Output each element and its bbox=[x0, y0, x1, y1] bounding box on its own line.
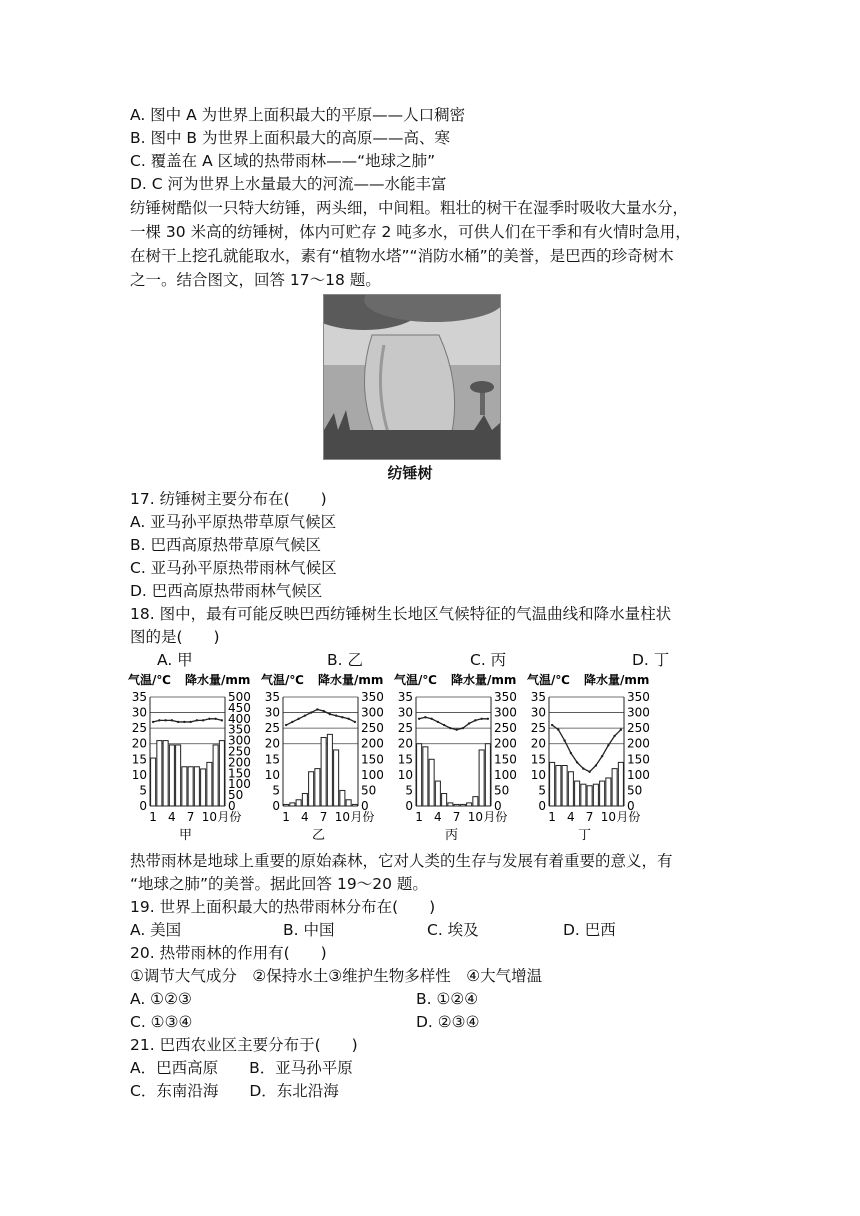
temperature-point bbox=[576, 761, 578, 763]
precip-tick-label: 300 bbox=[627, 705, 650, 720]
precip-tick-label: 350 bbox=[228, 722, 251, 737]
x-axis-unit: 月份 bbox=[616, 810, 641, 824]
temp-tick-label: 5 bbox=[405, 783, 413, 798]
temperature-point bbox=[570, 752, 572, 754]
precip-bar bbox=[321, 737, 326, 806]
chart-precip-label: 降水量/mm bbox=[185, 673, 251, 687]
passage1-line2: 一棵 30 米高的纺锤树，体内可贮存 2 吨多水，可供人们在干季和有火情时急用， bbox=[130, 223, 691, 241]
temp-tick-label: 35 bbox=[397, 690, 413, 704]
chart-temp-label: 气温/℃ bbox=[527, 673, 570, 687]
precip-bar bbox=[581, 784, 586, 806]
precip-tick-label: 400 bbox=[228, 711, 251, 726]
passage1-line3: 在树干上挖孔就能取水，素有“植物水塔”“消防水桶”的美誉，是巴西的珍奇树木 bbox=[130, 247, 674, 265]
precip-bar bbox=[460, 804, 465, 806]
precip-tick-label: 350 bbox=[494, 690, 517, 704]
temperature-point bbox=[341, 716, 343, 718]
temp-tick-label: 20 bbox=[264, 736, 280, 751]
temp-tick-label: 15 bbox=[264, 752, 280, 767]
temperature-point bbox=[316, 708, 318, 710]
month-tick-label: 10 bbox=[201, 810, 218, 824]
passage2-line2: “地球之肺”的美誉。据此回答 19～20 题。 bbox=[130, 875, 428, 893]
temperature-point bbox=[347, 718, 349, 720]
temperature-point bbox=[202, 719, 204, 721]
photo-caption: 纺锤树 bbox=[387, 464, 433, 482]
precip-tick-label: 150 bbox=[494, 752, 517, 767]
temperature-point bbox=[221, 719, 223, 721]
temperature-point bbox=[189, 721, 191, 723]
precip-bar bbox=[556, 766, 561, 806]
q20-option-d[interactable]: D. ②③④ bbox=[416, 1013, 480, 1031]
precip-tick-label: 300 bbox=[494, 705, 517, 720]
temperature-point bbox=[601, 755, 603, 757]
month-tick-label: 10 bbox=[600, 810, 617, 824]
temperature-point bbox=[551, 724, 553, 726]
precip-tick-label: 0 bbox=[494, 799, 502, 813]
temperature-point bbox=[563, 739, 565, 741]
precip-tick-label: 50 bbox=[228, 788, 244, 803]
chart-name: 甲 bbox=[178, 828, 193, 843]
chart-temp-label: 气温/℃ bbox=[261, 673, 304, 687]
q18-option-d[interactable]: D. 丁 bbox=[632, 651, 670, 669]
precip-tick-label: 0 bbox=[228, 799, 236, 813]
precip-tick-label: 100 bbox=[627, 767, 650, 782]
temperature-point bbox=[177, 721, 179, 723]
chart-name: 乙 bbox=[311, 828, 326, 843]
temp-tick-label: 30 bbox=[530, 705, 546, 720]
precip-bar bbox=[606, 778, 611, 806]
temp-tick-label: 20 bbox=[131, 736, 147, 751]
chart-precip-label: 降水量/mm bbox=[584, 673, 650, 687]
precip-tick-label: 200 bbox=[361, 736, 384, 751]
x-axis-unit: 月份 bbox=[217, 810, 242, 824]
temperature-point bbox=[354, 721, 356, 723]
precip-bar bbox=[454, 804, 459, 806]
precip-bar bbox=[448, 803, 453, 806]
precip-bar bbox=[612, 769, 617, 806]
q19-option-d[interactable]: D. 巴西 bbox=[563, 921, 616, 939]
temp-tick-label: 35 bbox=[530, 690, 546, 704]
temp-tick-label: 15 bbox=[530, 752, 546, 767]
month-tick-label: 4 bbox=[434, 810, 442, 824]
precip-bar bbox=[562, 766, 567, 806]
prev-option-a: A. 图中 A 为世界上面积最大的平原——人口稠密 bbox=[130, 106, 466, 124]
precip-bar bbox=[213, 745, 218, 806]
q18-option-a[interactable]: A. 甲 bbox=[157, 651, 193, 669]
precip-bar bbox=[290, 803, 295, 806]
precip-bar bbox=[442, 794, 447, 806]
month-tick-label: 1 bbox=[548, 810, 556, 824]
temp-tick-label: 10 bbox=[131, 767, 147, 782]
temp-tick-label: 25 bbox=[397, 721, 413, 736]
precip-bar bbox=[346, 800, 351, 806]
temperature-point bbox=[443, 724, 445, 726]
precip-bar bbox=[334, 750, 339, 806]
precip-bar bbox=[315, 769, 320, 806]
temp-tick-label: 0 bbox=[272, 799, 280, 813]
month-tick-label: 1 bbox=[149, 810, 157, 824]
month-tick-label: 1 bbox=[415, 810, 423, 824]
precip-tick-label: 200 bbox=[228, 755, 251, 770]
precip-bar bbox=[568, 772, 573, 806]
precip-bar bbox=[352, 804, 357, 806]
temp-tick-label: 10 bbox=[264, 767, 280, 782]
temperature-point bbox=[158, 719, 160, 721]
q18-stem-line2: 图的是( ) bbox=[130, 628, 220, 646]
temperature-point bbox=[595, 764, 597, 766]
precip-tick-label: 150 bbox=[228, 766, 251, 781]
prev-option-d: D. C 河为世界上水量最大的河流——水能丰富 bbox=[130, 175, 447, 193]
temperature-point bbox=[588, 771, 590, 773]
precip-bar bbox=[163, 741, 168, 806]
q20-items: ①调节大气成分 ②保持水土③维护生物多样性 ④大气增温 bbox=[130, 967, 543, 985]
precip-bar bbox=[575, 781, 580, 806]
precip-tick-label: 100 bbox=[361, 767, 384, 782]
q21-options-line2[interactable]: C．东南沿海 D．东北沿海 bbox=[130, 1082, 339, 1100]
precip-tick-label: 100 bbox=[228, 777, 251, 792]
precip-bar bbox=[467, 803, 472, 806]
temperature-point bbox=[613, 735, 615, 737]
precip-bar bbox=[600, 781, 605, 806]
precip-tick-label: 0 bbox=[361, 799, 369, 813]
precip-tick-label: 500 bbox=[228, 690, 251, 704]
prev-option-b: B. 图中 B 为世界上面积最大的高原——高、寒 bbox=[130, 129, 450, 147]
precip-tick-label: 50 bbox=[361, 783, 377, 798]
temp-tick-label: 30 bbox=[397, 705, 413, 720]
temperature-point bbox=[208, 718, 210, 720]
precip-tick-label: 150 bbox=[627, 752, 650, 767]
precip-bar bbox=[485, 744, 490, 806]
precip-bar bbox=[296, 800, 301, 806]
temp-tick-label: 5 bbox=[272, 783, 280, 798]
precip-tick-label: 300 bbox=[361, 705, 384, 720]
precip-bar bbox=[188, 767, 193, 806]
q17-option-d[interactable]: D. 巴西高原热带雨林气候区 bbox=[130, 582, 323, 600]
q17-stem: 17. 纺锤树主要分布在( ) bbox=[130, 490, 327, 508]
precip-tick-label: 350 bbox=[627, 690, 650, 704]
climate-charts bbox=[128, 670, 660, 850]
temperature-point bbox=[322, 710, 324, 712]
precip-bar bbox=[157, 741, 162, 806]
temp-tick-label: 5 bbox=[538, 783, 546, 798]
precip-bar bbox=[618, 762, 623, 806]
x-axis-unit: 月份 bbox=[483, 810, 508, 824]
precip-bar bbox=[327, 734, 332, 806]
q17-option-c[interactable]: C. 亚马孙平原热带雨林气候区 bbox=[130, 559, 337, 577]
temperature-point bbox=[437, 721, 439, 723]
q17-option-a[interactable]: A. 亚马孙平原热带草原气候区 bbox=[130, 513, 337, 531]
chart-precip-label: 降水量/mm bbox=[451, 673, 517, 687]
temperature-point bbox=[304, 714, 306, 716]
chart-temp-label: 气温/℃ bbox=[394, 673, 437, 687]
temp-tick-label: 20 bbox=[530, 736, 546, 751]
precip-bar bbox=[201, 769, 206, 806]
temp-tick-label: 25 bbox=[264, 721, 280, 736]
precip-tick-label: 50 bbox=[494, 783, 510, 798]
temperature-point bbox=[183, 721, 185, 723]
temperature-line bbox=[153, 719, 222, 722]
temperature-point bbox=[335, 714, 337, 716]
precip-bar bbox=[194, 767, 199, 806]
precip-bar bbox=[309, 772, 314, 806]
precip-bar bbox=[207, 762, 212, 806]
passage1-line1: 纺锤树酷似一只特大纺锤，两头细，中间粗。粗壮的树干在湿季时吸收大量水分， bbox=[130, 199, 689, 217]
precip-tick-label: 50 bbox=[627, 783, 643, 798]
temp-tick-label: 0 bbox=[538, 799, 546, 813]
temperature-point bbox=[468, 722, 470, 724]
q18-stem-line1: 18. 图中，最有可能反映巴西纺锤树生长地区气候特征的气温曲线和降水量柱状 bbox=[130, 605, 672, 623]
temperature-point bbox=[310, 711, 312, 713]
q21-stem: 21. 巴西农业区主要分布于( ) bbox=[130, 1036, 358, 1054]
precip-tick-label: 250 bbox=[627, 721, 650, 736]
month-tick-label: 7 bbox=[585, 810, 594, 824]
chart-name: 丁 bbox=[577, 828, 592, 843]
temp-tick-label: 35 bbox=[131, 690, 147, 704]
precip-tick-label: 350 bbox=[361, 690, 384, 704]
q20-option-c[interactable]: C. ①③④ bbox=[130, 1013, 193, 1031]
temperature-point bbox=[449, 727, 451, 729]
precip-tick-label: 450 bbox=[228, 700, 251, 715]
temp-tick-label: 20 bbox=[397, 736, 413, 751]
precip-bar bbox=[473, 797, 478, 806]
temperature-line bbox=[286, 709, 355, 725]
temperature-point bbox=[474, 719, 476, 721]
precip-tick-label: 100 bbox=[494, 767, 517, 782]
temperature-point bbox=[424, 716, 426, 718]
temperature-point bbox=[462, 727, 464, 729]
temperature-point bbox=[285, 724, 287, 726]
q20-option-a[interactable]: A. ①②③ bbox=[130, 990, 192, 1008]
temp-tick-label: 0 bbox=[139, 799, 147, 813]
temp-tick-label: 15 bbox=[131, 752, 147, 767]
precip-bar bbox=[302, 794, 307, 806]
temperature-point bbox=[196, 719, 198, 721]
precip-bar bbox=[219, 741, 224, 806]
chart-name: 丙 bbox=[444, 828, 459, 843]
prev-option-c: C. 覆盖在 A 区域的热带雨林——“地球之肺” bbox=[130, 152, 436, 170]
precip-bar bbox=[587, 786, 592, 806]
temperature-point bbox=[291, 721, 293, 723]
precip-bar bbox=[479, 750, 484, 806]
month-tick-label: 10 bbox=[467, 810, 484, 824]
temp-tick-label: 10 bbox=[397, 767, 413, 782]
month-tick-label: 4 bbox=[301, 810, 309, 824]
temp-tick-label: 30 bbox=[131, 705, 147, 720]
chart-precip-label: 降水量/mm bbox=[318, 673, 384, 687]
bottle-tree-photo bbox=[323, 294, 501, 460]
precip-bar bbox=[417, 744, 422, 806]
temperature-point bbox=[164, 719, 166, 721]
temperature-point bbox=[329, 713, 331, 715]
precip-tick-label: 150 bbox=[361, 752, 384, 767]
temp-tick-label: 25 bbox=[131, 721, 147, 736]
temp-tick-label: 35 bbox=[264, 690, 280, 704]
temperature-point bbox=[152, 721, 154, 723]
precip-bar bbox=[423, 747, 428, 806]
precip-bar bbox=[435, 781, 440, 806]
q18-option-c[interactable]: C. 丙 bbox=[470, 651, 507, 669]
passage1-line4: 之一。结合图文，回答 17～18 题。 bbox=[130, 271, 381, 289]
precip-tick-label: 250 bbox=[494, 721, 517, 736]
q17-option-b[interactable]: B. 巴西高原热带草原气候区 bbox=[130, 536, 321, 554]
precip-tick-label: 0 bbox=[627, 799, 635, 813]
temperature-point bbox=[480, 718, 482, 720]
temperature-point bbox=[557, 729, 559, 731]
precip-tick-label: 200 bbox=[494, 736, 517, 751]
temp-tick-label: 0 bbox=[405, 799, 413, 813]
temp-tick-label: 15 bbox=[397, 752, 413, 767]
precip-bar bbox=[284, 804, 289, 806]
temperature-point bbox=[582, 767, 584, 769]
precip-bar bbox=[429, 759, 434, 806]
q21-options-line1[interactable]: A．巴西高原 B．亚马孙平原 bbox=[130, 1059, 353, 1077]
month-tick-label: 10 bbox=[334, 810, 351, 824]
precip-bar bbox=[182, 767, 187, 806]
temperature-point bbox=[487, 718, 489, 720]
q19-stem: 19. 世界上面积最大的热带雨林分布在( ) bbox=[130, 898, 436, 916]
temperature-point bbox=[297, 718, 299, 720]
temperature-point bbox=[418, 718, 420, 720]
temp-tick-label: 5 bbox=[139, 783, 147, 798]
month-tick-label: 7 bbox=[452, 810, 461, 824]
temperature-line bbox=[552, 725, 621, 772]
temperature-point bbox=[214, 718, 216, 720]
q19-option-c[interactable]: C. 埃及 bbox=[427, 921, 479, 939]
chart-temp-label: 气温/℃ bbox=[128, 673, 171, 687]
temperature-point bbox=[455, 729, 457, 731]
temp-tick-label: 25 bbox=[530, 721, 546, 736]
q20-stem: 20. 热带雨林的作用有( ) bbox=[130, 944, 327, 962]
precip-bar bbox=[151, 758, 156, 806]
temperature-point bbox=[607, 744, 609, 746]
month-tick-label: 7 bbox=[319, 810, 328, 824]
q19-option-a[interactable]: A. 美国 bbox=[130, 921, 182, 939]
precip-tick-label: 300 bbox=[228, 733, 251, 748]
precip-tick-label: 250 bbox=[361, 721, 384, 736]
precip-tick-label: 250 bbox=[228, 744, 251, 759]
q19-option-b[interactable]: B. 中国 bbox=[283, 921, 335, 939]
precip-bar bbox=[550, 762, 555, 806]
x-axis-unit: 月份 bbox=[350, 810, 375, 824]
q20-option-b[interactable]: B. ①②④ bbox=[416, 990, 479, 1008]
precip-bar bbox=[340, 790, 345, 806]
precip-bar bbox=[593, 784, 598, 806]
temp-tick-label: 10 bbox=[530, 767, 546, 782]
month-tick-label: 4 bbox=[168, 810, 176, 824]
temperature-point bbox=[171, 719, 173, 721]
precip-bar bbox=[169, 745, 174, 806]
temperature-point bbox=[430, 718, 432, 720]
passage2-line1: 热带雨林是地球上重要的原始森林，它对人类的生存与发展有着重要的意义，有 bbox=[130, 852, 673, 870]
temperature-point bbox=[620, 729, 622, 731]
precip-bar bbox=[176, 745, 181, 806]
month-tick-label: 7 bbox=[186, 810, 195, 824]
precip-tick-label: 200 bbox=[627, 736, 650, 751]
q18-option-b[interactable]: B. 乙 bbox=[327, 651, 363, 669]
temp-tick-label: 30 bbox=[264, 705, 280, 720]
month-tick-label: 1 bbox=[282, 810, 290, 824]
month-tick-label: 4 bbox=[567, 810, 575, 824]
